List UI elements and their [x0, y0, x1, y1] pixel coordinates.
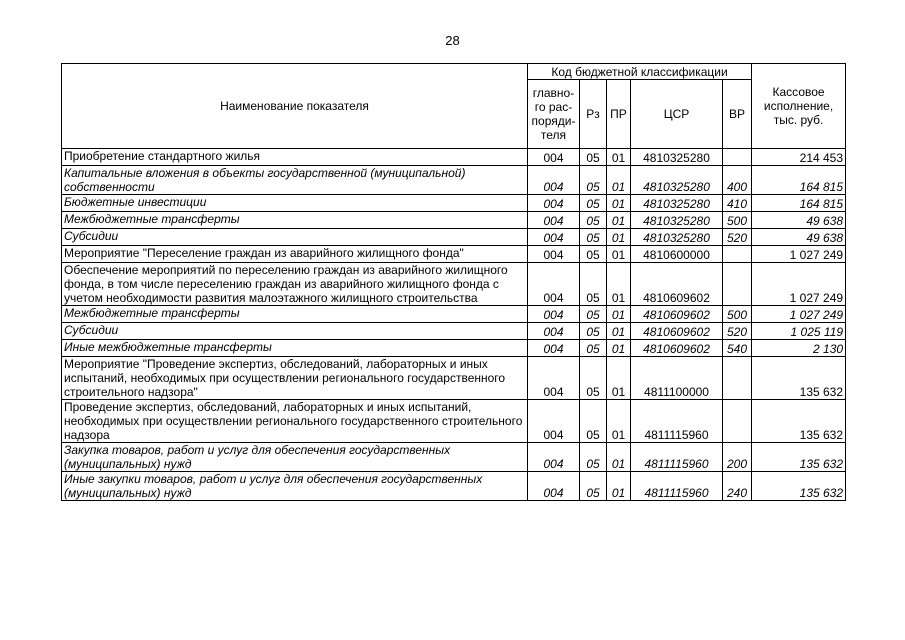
row-pr: 01 [607, 166, 631, 195]
row-name: Мероприятие "Переселение граждан из аварийного жилищного фонда" [62, 246, 528, 263]
row-main-manager: 004 [528, 306, 580, 323]
row-vr: 200 [723, 443, 752, 472]
row-pr: 01 [607, 246, 631, 263]
row-rz: 05 [580, 246, 607, 263]
row-name: Мероприятие "Проведение экспертиз, обследований, лабораторных и иных испытаний, необходимых при осуществлении регионального государственного строительного надзора" [62, 357, 528, 400]
row-main-manager: 004 [528, 212, 580, 229]
row-main-manager: 004 [528, 357, 580, 400]
row-vr [723, 149, 752, 166]
row-rz: 05 [580, 443, 607, 472]
row-csr: 4811115960 [631, 443, 723, 472]
row-vr: 540 [723, 340, 752, 357]
row-amount: 1 025 119 [752, 323, 846, 340]
row-rz: 05 [580, 400, 607, 443]
row-rz: 05 [580, 229, 607, 246]
row-csr: 4810609602 [631, 306, 723, 323]
table-row [62, 195, 846, 212]
row-rz: 05 [580, 357, 607, 400]
row-rz: 05 [580, 472, 607, 501]
table-row [62, 357, 846, 400]
budget-execution-table [61, 63, 846, 501]
row-rz: 05 [580, 212, 607, 229]
table-row [62, 443, 846, 472]
column-header-main-manager: главно-го рас-поряди-теля [528, 80, 580, 149]
row-vr: 520 [723, 229, 752, 246]
row-vr: 410 [723, 195, 752, 212]
row-pr: 01 [607, 195, 631, 212]
table-row [62, 166, 846, 195]
row-name: Проведение экспертиз, обследований, лабораторных и иных испытаний, необходимых при осуществлении регионального государственного строительного надзора [62, 400, 528, 443]
table-row [62, 400, 846, 443]
table-row [62, 340, 846, 357]
table-row [62, 323, 846, 340]
row-amount: 1 027 249 [752, 263, 846, 306]
table-row [62, 149, 846, 166]
row-csr: 4810325280 [631, 166, 723, 195]
row-amount: 1 027 249 [752, 246, 846, 263]
row-main-manager: 004 [528, 263, 580, 306]
table-row [62, 306, 846, 323]
column-header-csr: ЦСР [631, 80, 723, 149]
table-row [62, 246, 846, 263]
row-pr: 01 [607, 400, 631, 443]
row-rz: 05 [580, 195, 607, 212]
row-vr: 400 [723, 166, 752, 195]
row-csr: 4810600000 [631, 246, 723, 263]
row-name: Капитальные вложения в объекты государственной (муниципальной) собственности [62, 166, 528, 195]
row-vr [723, 263, 752, 306]
row-main-manager: 004 [528, 400, 580, 443]
row-csr: 4810609602 [631, 323, 723, 340]
row-csr: 4810609602 [631, 340, 723, 357]
row-name: Межбюджетные трансферты [62, 306, 528, 323]
row-vr: 240 [723, 472, 752, 501]
row-vr: 520 [723, 323, 752, 340]
column-header-amount: Кассовое исполнение, тыс. руб. [752, 64, 846, 149]
row-pr: 01 [607, 229, 631, 246]
row-main-manager: 004 [528, 229, 580, 246]
row-main-manager: 004 [528, 166, 580, 195]
table-row [62, 472, 846, 501]
row-name: Субсидии [62, 323, 528, 340]
row-name: Межбюджетные трансферты [62, 212, 528, 229]
row-pr: 01 [607, 357, 631, 400]
row-rz: 05 [580, 323, 607, 340]
column-group-header-budget-code: Код бюджетной классификации [528, 64, 752, 80]
row-csr: 4810325280 [631, 212, 723, 229]
row-pr: 01 [607, 323, 631, 340]
row-csr: 4811100000 [631, 357, 723, 400]
row-main-manager: 004 [528, 246, 580, 263]
column-header-name: Наименование показателя [62, 64, 528, 149]
row-csr: 4810325280 [631, 195, 723, 212]
row-csr: 4810325280 [631, 149, 723, 166]
row-pr: 01 [607, 472, 631, 501]
row-name: Обеспечение мероприятий по переселению граждан из аварийного жилищного фонда, в том числе переселению граждан из аварийного жилищного фонда с учетом необходимости развития малоэтажного жилищного строительства [62, 263, 528, 306]
row-name: Приобретение стандартного жилья [62, 149, 528, 166]
row-name: Бюджетные инвестиции [62, 195, 528, 212]
row-csr: 4811115960 [631, 400, 723, 443]
row-pr: 01 [607, 263, 631, 306]
row-rz: 05 [580, 340, 607, 357]
row-main-manager: 004 [528, 443, 580, 472]
row-csr: 4811115960 [631, 472, 723, 501]
row-amount: 1 027 249 [752, 306, 846, 323]
row-amount: 135 632 [752, 357, 846, 400]
table-row [62, 212, 846, 229]
row-amount: 135 632 [752, 472, 846, 501]
row-csr: 4810325280 [631, 229, 723, 246]
row-main-manager: 004 [528, 323, 580, 340]
row-main-manager: 004 [528, 149, 580, 166]
row-vr [723, 400, 752, 443]
row-csr: 4810609602 [631, 263, 723, 306]
row-name: Иные закупки товаров, работ и услуг для обеспечения государственных (муниципальных) нужд [62, 472, 528, 501]
row-amount: 49 638 [752, 229, 846, 246]
page-number: 28 [445, 33, 460, 48]
row-amount: 214 453 [752, 149, 846, 166]
row-rz: 05 [580, 306, 607, 323]
row-name: Закупка товаров, работ и услуг для обеспечения государственных (муниципальных) нужд [62, 443, 528, 472]
row-amount: 164 815 [752, 195, 846, 212]
column-header-rz: Рз [580, 80, 607, 149]
row-vr: 500 [723, 212, 752, 229]
row-amount: 49 638 [752, 212, 846, 229]
row-pr: 01 [607, 149, 631, 166]
column-header-pr: ПР [607, 80, 631, 149]
row-main-manager: 004 [528, 340, 580, 357]
row-name: Иные межбюджетные трансферты [62, 340, 528, 357]
row-pr: 01 [607, 306, 631, 323]
table-row [62, 229, 846, 246]
row-rz: 05 [580, 166, 607, 195]
row-main-manager: 004 [528, 195, 580, 212]
row-pr: 01 [607, 212, 631, 229]
row-pr: 01 [607, 340, 631, 357]
column-header-vr: ВР [723, 80, 752, 149]
row-name: Субсидии [62, 229, 528, 246]
row-rz: 05 [580, 149, 607, 166]
row-vr: 500 [723, 306, 752, 323]
row-vr [723, 357, 752, 400]
row-main-manager: 004 [528, 472, 580, 501]
row-rz: 05 [580, 263, 607, 306]
table-row [62, 263, 846, 306]
row-amount: 164 815 [752, 166, 846, 195]
row-amount: 135 632 [752, 443, 846, 472]
row-pr: 01 [607, 443, 631, 472]
row-vr [723, 246, 752, 263]
row-amount: 135 632 [752, 400, 846, 443]
row-amount: 2 130 [752, 340, 846, 357]
